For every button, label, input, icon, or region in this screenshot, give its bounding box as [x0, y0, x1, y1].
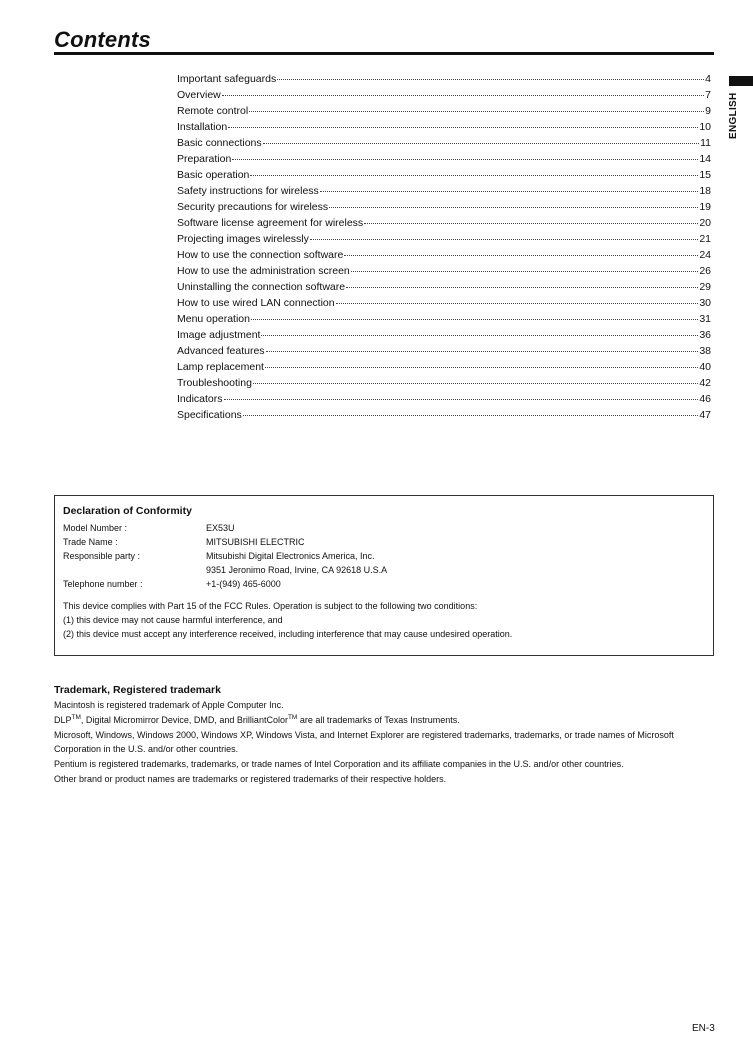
title-rule	[54, 52, 714, 55]
toc-leader-dots	[265, 356, 698, 368]
toc-entry-page: 29	[699, 281, 711, 293]
toc-leader-dots	[250, 164, 698, 176]
fcc-condition-1: (1) this device may not cause harmful interference, and	[63, 615, 283, 625]
toc-entry-page: 47	[699, 409, 711, 421]
toc-leader-dots	[251, 308, 698, 320]
toc-leader-dots	[222, 84, 704, 96]
toc-leader-dots	[249, 100, 704, 112]
phone-row	[63, 577, 705, 591]
language-tab-label: ENGLISH	[728, 92, 739, 139]
toc-entry-title: Software license agreement for wireless	[177, 217, 364, 229]
party-address-row	[63, 563, 705, 577]
toc-entry-title: Remote control	[177, 105, 249, 117]
trade-row	[63, 535, 705, 549]
toc-entry-page: 24	[699, 249, 711, 261]
toc-entry-page: 26	[699, 265, 711, 277]
toc-entry-page: 38	[699, 345, 711, 357]
trade-value: MITSUBISHI ELECTRIC	[206, 537, 305, 547]
toc-entry-title: Image adjustment	[177, 329, 261, 341]
toc-leader-dots	[329, 196, 698, 208]
toc-entry-page: 40	[699, 361, 711, 373]
toc-leader-dots	[263, 132, 699, 144]
party-address: 9351 Jeronimo Road, Irvine, CA 92618 U.S.A	[206, 565, 388, 575]
toc-entry-title: How to use the connection software	[177, 249, 344, 261]
party-row	[63, 549, 705, 563]
toc-entry-page: 11	[700, 137, 711, 149]
trademark-symbol: TM	[71, 714, 81, 721]
model-row	[63, 521, 705, 535]
toc-leader-dots	[351, 260, 699, 272]
toc-entry-title: Important safeguards	[177, 73, 277, 85]
toc-entry-page: 18	[699, 185, 711, 197]
toc-leader-dots	[228, 116, 698, 128]
trade-label: Trade Name :	[63, 537, 118, 547]
trademark-line-intel: Pentium is registered trademarks, trademarks, or trade names of Intel Corporation and its affiliate companies in the U.S. and/or other countries.	[54, 759, 624, 769]
model-label: Model Number :	[63, 523, 128, 533]
trademark-line-microsoft: Microsoft, Windows, Windows 2000, Windows XP, Windows Vista, and Internet Explorer are registered trademarks, trademarks, or trade names of Microsoft Corporation in the U.S. and/or other countries.	[54, 730, 674, 754]
toc-leader-dots	[310, 228, 698, 240]
toc-entry-title: Uninstalling the connection software	[177, 281, 346, 293]
toc-entry-page: 9	[705, 105, 711, 117]
toc-entry-title: Overview	[177, 89, 221, 101]
toc-leader-dots	[261, 324, 698, 336]
trademark-line-apple: Macintosh is registered trademark of Apple Computer Inc.	[54, 700, 284, 710]
toc-entry-page: 20	[699, 217, 711, 229]
toc-entry-title: How to use the administration screen	[177, 265, 350, 277]
toc-leader-dots	[277, 68, 704, 80]
toc-entry-title: Basic operation	[177, 169, 250, 181]
toc-entry-page: 31	[699, 313, 711, 325]
toc-entry-page: 15	[699, 169, 711, 181]
toc-entry-page: 21	[699, 233, 711, 245]
toc-leader-dots	[243, 404, 699, 416]
toc-leader-dots	[232, 148, 698, 160]
page-number: EN-3	[692, 1023, 715, 1034]
toc-entry-title: Installation	[177, 121, 228, 133]
toc-leader-dots	[346, 276, 698, 288]
toc-leader-dots	[266, 340, 699, 352]
toc-entry-title: Basic connections	[177, 137, 262, 149]
declaration-of-conformity	[54, 495, 714, 656]
toc-entry-page: 36	[699, 329, 711, 341]
phone-value: +1-(949) 465-6000	[206, 579, 281, 589]
trademark-line-other: Other brand or product names are trademarks or registered trademarks of their respective holders.	[54, 774, 447, 784]
toc-leader-dots	[320, 180, 699, 192]
party-value: Mitsubishi Digital Electronics America, Inc.	[206, 551, 375, 561]
trademarks-heading: Trademark, Registered trademark	[54, 684, 221, 696]
toc-entry-title: Safety instructions for wireless	[177, 185, 319, 197]
toc-entry-page: 46	[699, 393, 711, 405]
toc-entry-title: Lamp replacement	[177, 361, 264, 373]
toc-entry-page: 4	[705, 73, 711, 85]
toc-entry-title: Indicators	[177, 393, 223, 405]
toc-entry-page: 10	[699, 121, 711, 133]
toc-entry-page: 42	[699, 377, 711, 389]
party-label: Responsible party :	[63, 551, 141, 561]
toc-leader-dots	[344, 244, 698, 256]
model-value: EX53U	[206, 523, 235, 533]
toc-entry-page: 7	[705, 89, 711, 101]
toc-leader-dots	[224, 388, 699, 400]
phone-label: Telephone number :	[63, 579, 143, 589]
toc-entry-page: 14	[699, 153, 711, 165]
table-of-contents	[177, 70, 711, 422]
toc-leader-dots	[253, 372, 698, 384]
trademarks-section	[54, 683, 716, 787]
toc-leader-dots	[336, 292, 699, 304]
toc-entry-page: 19	[699, 201, 711, 213]
toc-entry-title: Projecting images wirelessly	[177, 233, 309, 245]
toc-entry	[177, 406, 711, 422]
toc-entry-title: Menu operation	[177, 313, 250, 325]
language-tab-marker	[729, 76, 753, 86]
toc-entry-title: Specifications	[177, 409, 242, 421]
toc-entry-title: Security precautions for wireless	[177, 201, 329, 213]
fcc-statement: This device complies with Part 15 of the FCC Rules. Operation is subject to the following two conditions:	[63, 601, 478, 611]
toc-entry-page: 30	[699, 297, 711, 309]
toc-entry-title: Advanced features	[177, 345, 265, 357]
trademark-line-ti: DLP™, Digital Micromirror Device, DMD, and BrilliantColor™ are all trademarks of Texas Instruments.	[54, 714, 460, 725]
trademark-symbol: TM	[287, 714, 298, 721]
toc-entry-title: How to use wired LAN connection	[177, 297, 335, 309]
fcc-condition-2: (2) this device must accept any interference received, including interference that may cause undesired operation.	[63, 629, 513, 639]
toc-entry-title: Preparation	[177, 153, 232, 165]
page-title: Contents	[54, 27, 151, 52]
toc-leader-dots	[364, 212, 698, 224]
toc-entry-title: Troubleshooting	[177, 377, 252, 389]
declaration-heading: Declaration of Conformity	[63, 505, 192, 517]
